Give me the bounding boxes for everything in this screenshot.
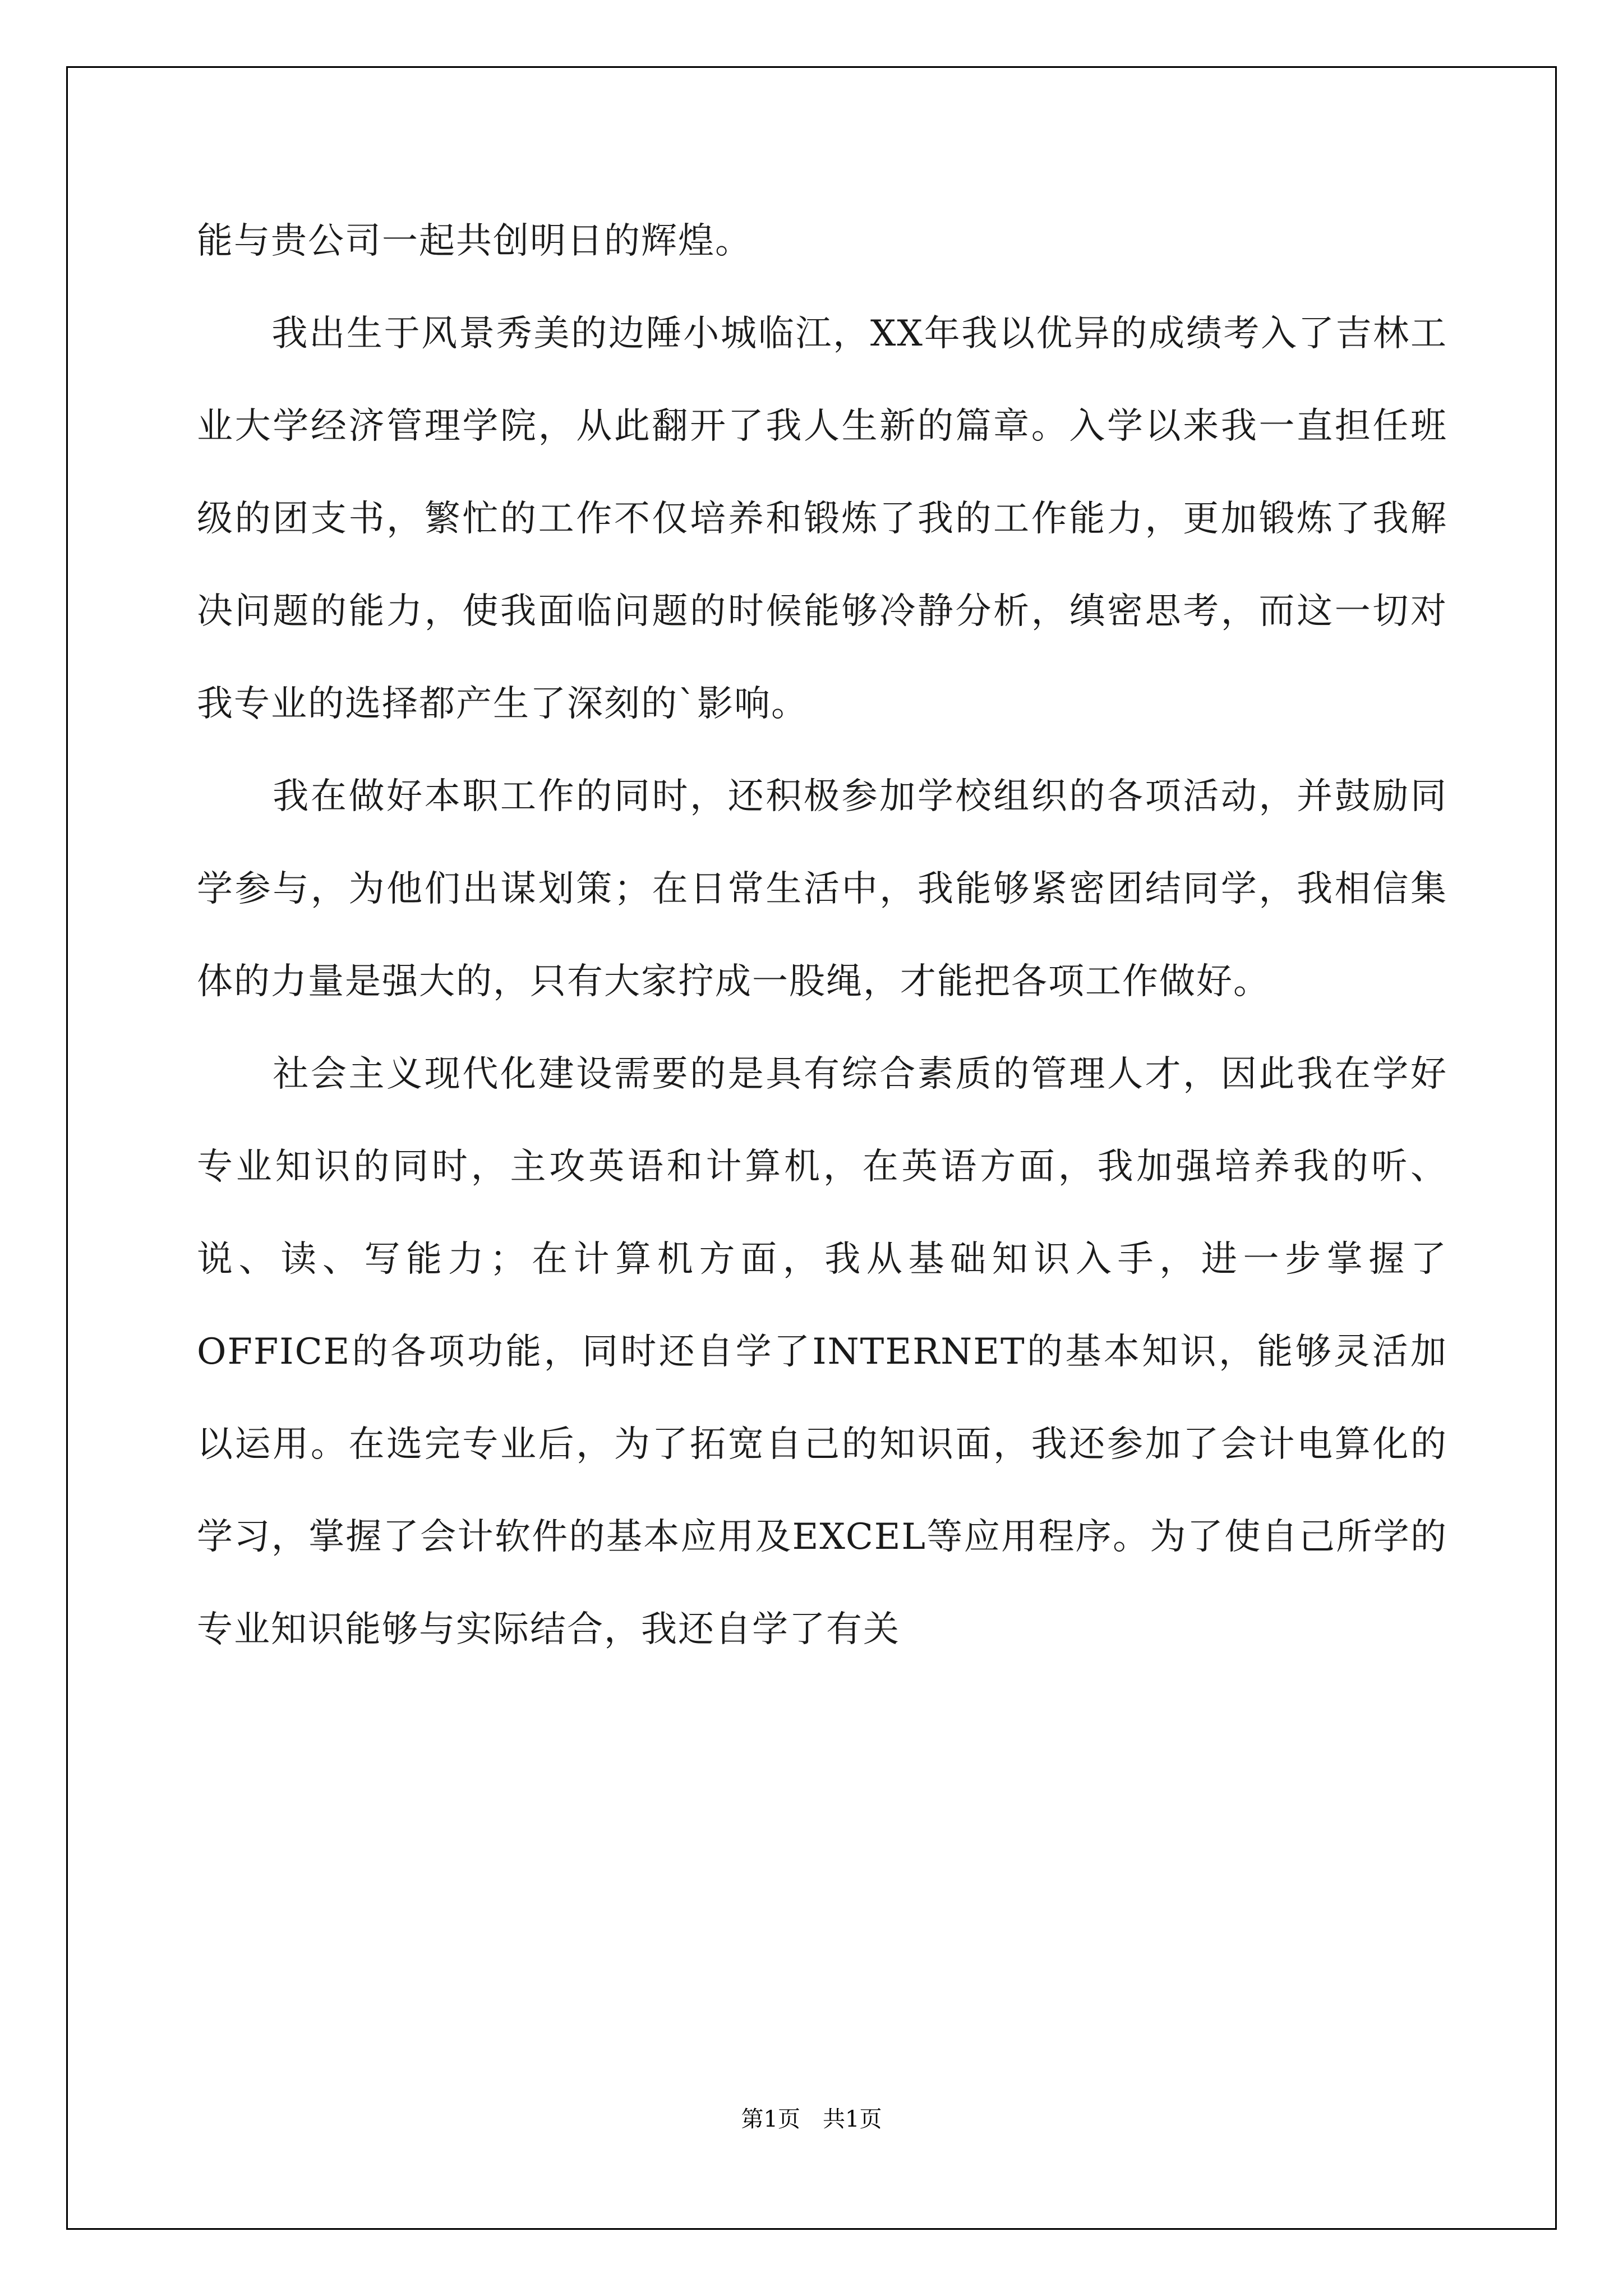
page-footer: 第1页 共1页 [741,2106,882,2132]
paragraph: 能与贵公司一起共创明日的辉煌。 [197,220,752,262]
paragraph: 我出生于风景秀美的边陲小城临江，XX年我以优异的成绩考入了吉林工业大学经济管理学院，从此翻开了我人生新的篇章。入学以来我一直担任班级的团支书，繁忙的工作不仅培养和锻炼了我的工作能力，更加锻炼了我解决问题的能力，使我面临问题的时候能够冷静分析，缜密思考，而这一切对我专业的选择都产生了深刻的`影响。 [197,313,1447,725]
paragraph: 社会主义现代化建设需要的是具有综合素质的管理人才，因此我在学好专业知识的同时，主攻英语和计算机，在英语方面，我加强培养我的听、说、读、写能力；在计算机方面，我从基础知识入手，进一步掌握了OFFICE的各项功能，同时还自学了INTERNET的基本知识，能够灵活加以运用。在选完专业后，为了拓宽自己的知识面，我还参加了会计电算化的学习，掌握了会计软件的基本应用及EXCEL等应用程序。为了使自己所学的专业知识能够与实际结合，我还自学了有关 [197,1053,1447,1650]
paragraph: 我在做好本职工作的同时，还积极参加学校组织的各项活动，并鼓励同学参与，为他们出谋划策；在日常生活中，我能够紧密团结同学，我相信集体的力量是强大的，只有大家拧成一股绳，才能把各项工作做好。 [197,776,1447,1002]
document-body [197,195,1447,1676]
